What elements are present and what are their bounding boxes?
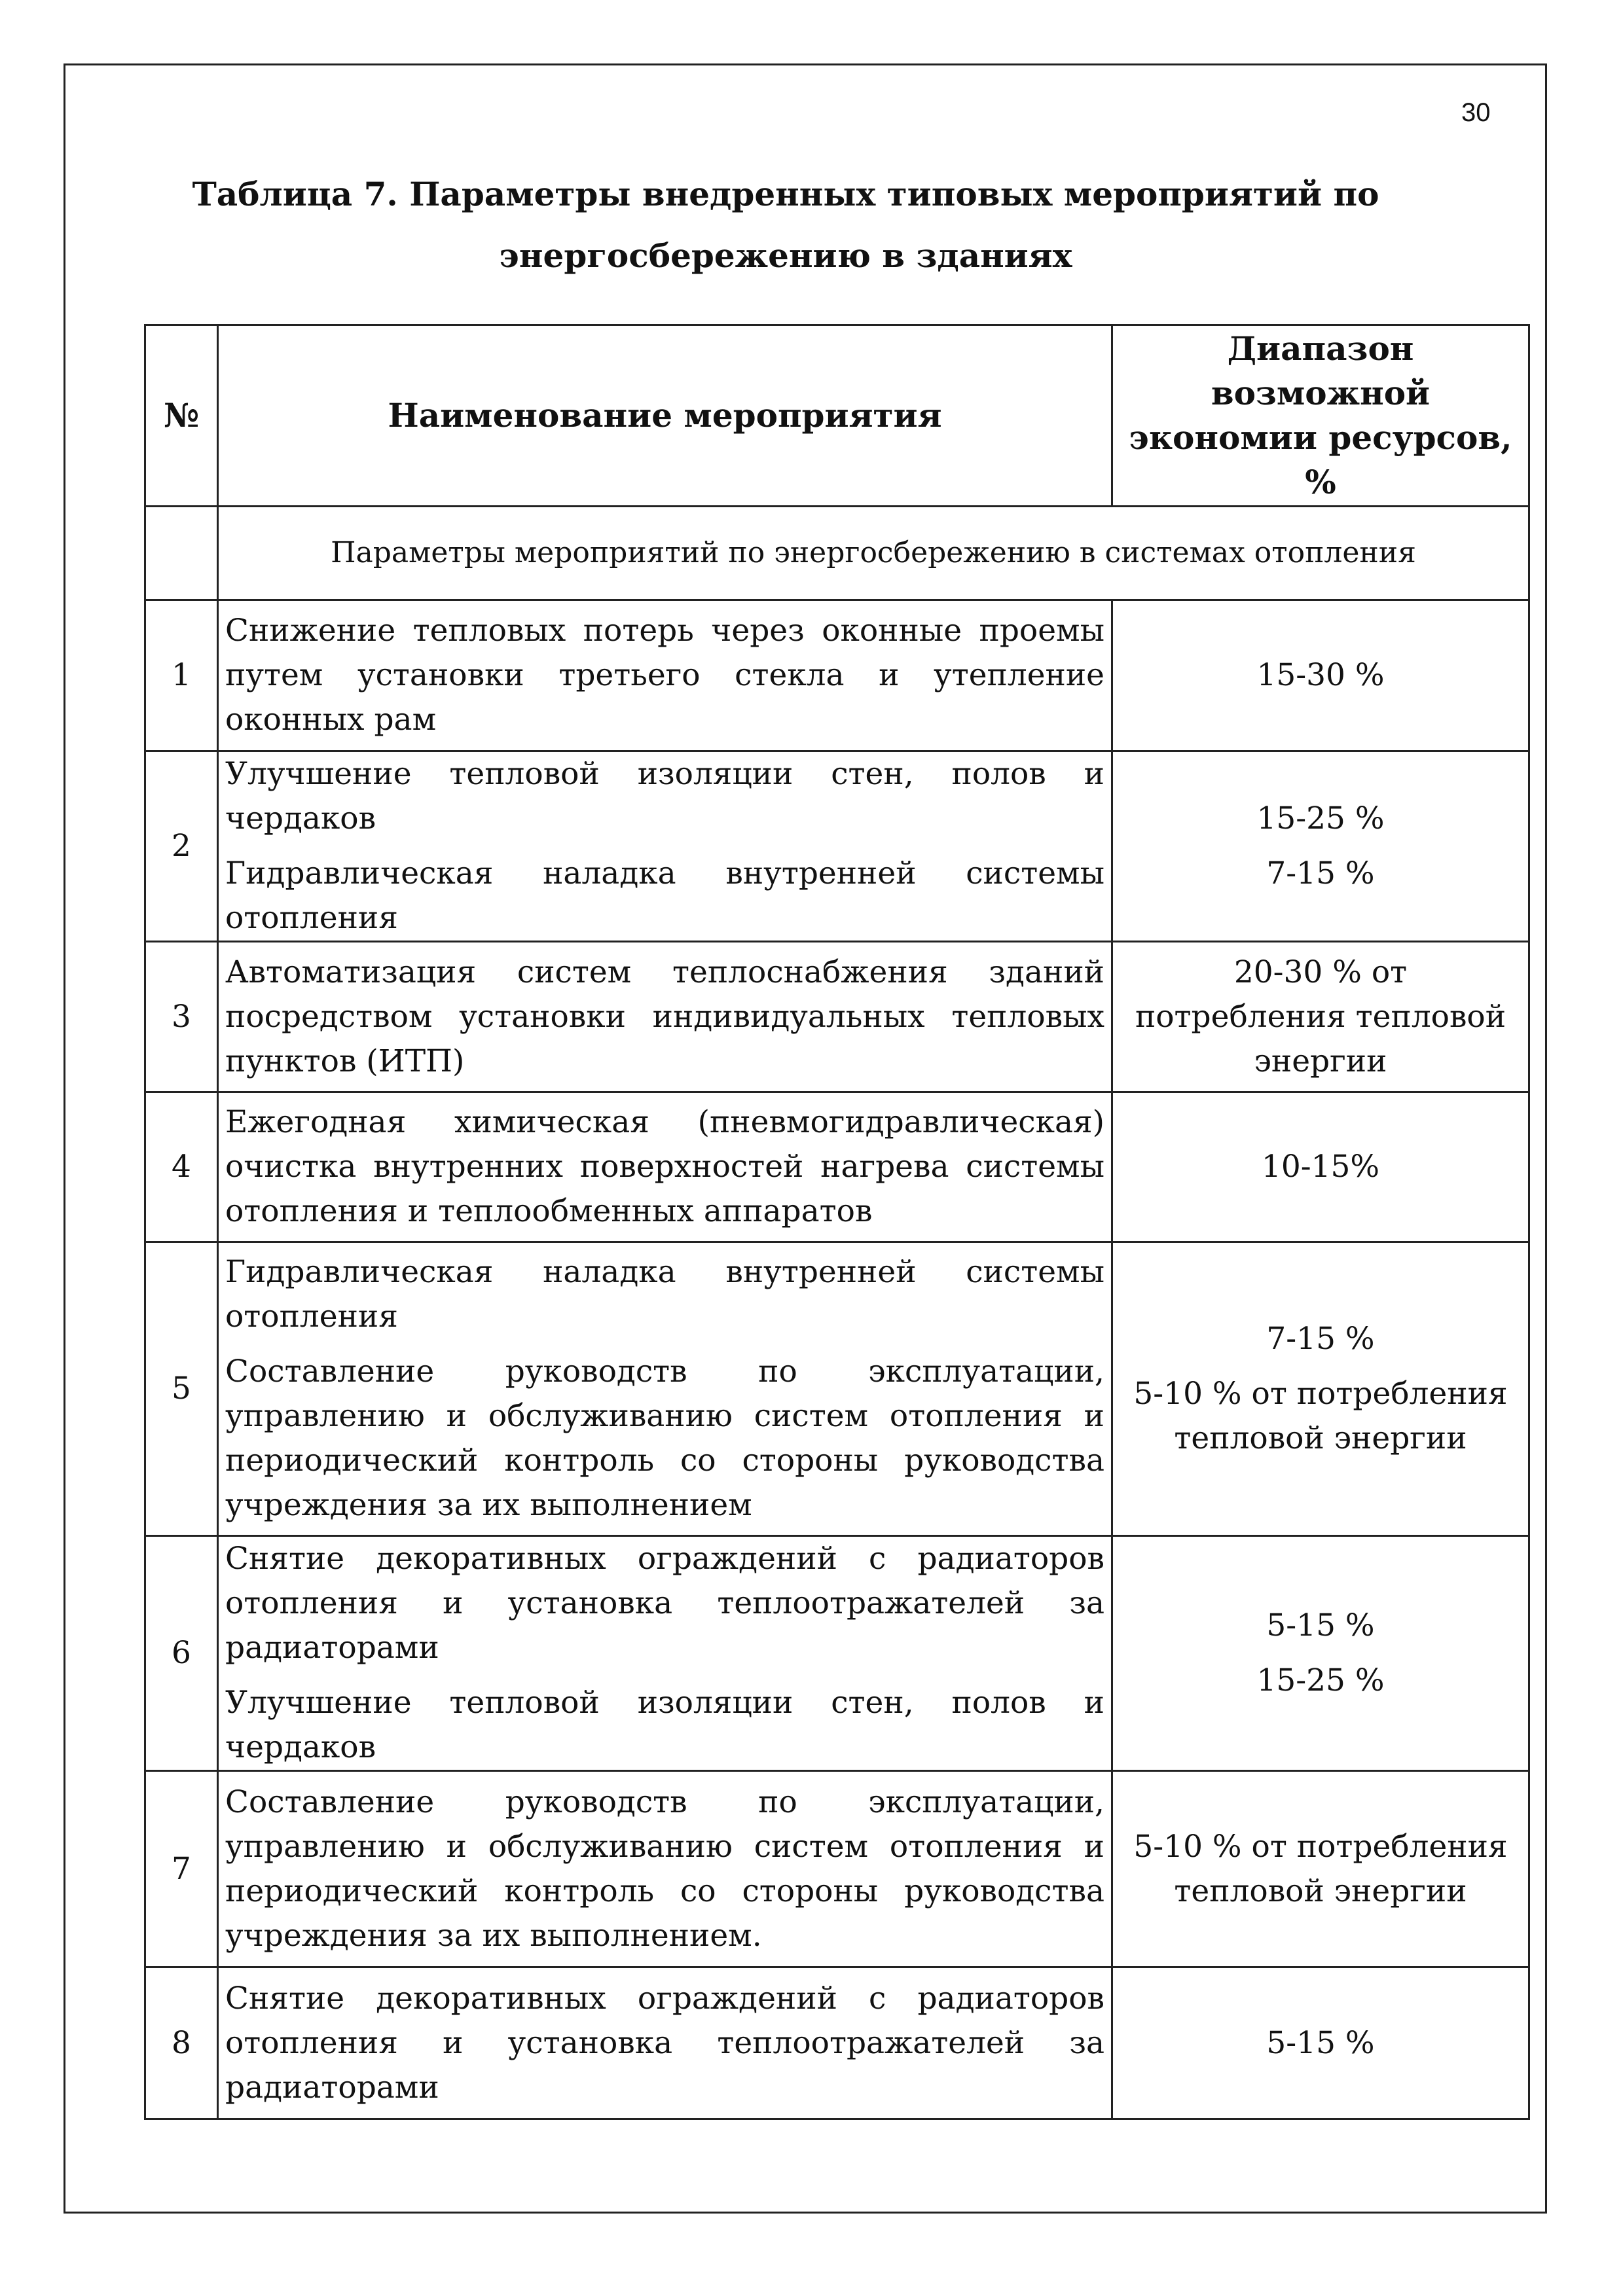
section-title: Параметры мероприятий по энергосбережению в системах отопления xyxy=(218,507,1529,600)
table-row xyxy=(145,1771,1529,1967)
header-range xyxy=(1112,325,1529,507)
header-range-line-1: Диапазон возможной xyxy=(1211,329,1431,412)
row-number: 4 xyxy=(145,1092,218,1242)
measure-name: Снижение тепловых потерь через оконные проемы путем установки третьего стекла и утепление оконных рам xyxy=(225,613,1104,738)
table-header-row xyxy=(145,325,1529,507)
measure-name: Составление руководств по эксплуатации, управлению и обслуживанию систем отопления и периодический контроль со стороны руководства учреждения за их выполнением. xyxy=(225,1784,1104,1954)
savings-range-cell xyxy=(1112,942,1529,1092)
measure-name: Гидравлическая наладка внутренней системы отопления xyxy=(225,1254,1104,1335)
title-line-2: энергосбережению в зданиях xyxy=(499,236,1072,275)
measures-table xyxy=(144,324,1530,2120)
row-number: 2 xyxy=(145,751,218,942)
measure-name: Гидравлическая наладка внутренней системы отопления xyxy=(225,855,1104,936)
title-line-1: Таблица 7. Параметры внедренных типовых мероприятий по xyxy=(192,175,1379,213)
savings-range-cell xyxy=(1112,751,1529,942)
savings-range: 5-10 % от потребления тепловой энергии xyxy=(1133,1828,1508,1909)
measure-name-cell xyxy=(218,1967,1112,2119)
row-number: 8 xyxy=(145,1967,218,2119)
savings-range-cell xyxy=(1112,1242,1529,1536)
savings-range-cell xyxy=(1112,1967,1529,2119)
measure-name: Улучшение тепловой изоляции стен, полов и чердаков xyxy=(225,1685,1104,1765)
savings-range: 7-15 % xyxy=(1266,1321,1375,1357)
savings-range-cell xyxy=(1112,1536,1529,1771)
row-number: 7 xyxy=(145,1771,218,1967)
row-number: 3 xyxy=(145,942,218,1092)
savings-range: 5-10 % от потребления тепловой энергии xyxy=(1133,1376,1508,1456)
measure-name-cell xyxy=(218,1092,1112,1242)
savings-range-cell xyxy=(1112,1771,1529,1967)
table-row xyxy=(145,942,1529,1092)
measure-name-cell xyxy=(218,1771,1112,1967)
row-number: 5 xyxy=(145,1242,218,1536)
savings-range-cell xyxy=(1112,600,1529,751)
row-number: 6 xyxy=(145,1536,218,1771)
measure-name: Автоматизация систем теплоснабжения зданий посредством установки индивидуальных тепловых пунктов (ИТП) xyxy=(225,954,1104,1079)
table-row xyxy=(145,600,1529,751)
table-row xyxy=(145,1967,1529,2119)
savings-range: 15-25 % xyxy=(1256,800,1385,836)
measure-name-cell xyxy=(218,1536,1112,1771)
section-row xyxy=(145,507,1529,600)
savings-range: 20-30 % от потребления тепловой энергии xyxy=(1135,954,1506,1079)
savings-range: 7-15 % xyxy=(1266,855,1375,891)
measure-name-cell xyxy=(218,1242,1112,1536)
measure-name: Составление руководств по эксплуатации, управлению и обслуживанию систем отопления и периодический контроль со стороны руководства учреждения за их выполнением xyxy=(225,1354,1104,1523)
measure-name: Снятие декоративных ограждений с радиаторов отопления и установка теплоотражателей за радиаторами xyxy=(225,1980,1104,2106)
measure-name: Улучшение тепловой изоляции стен, полов и чердаков xyxy=(225,756,1104,836)
table-title xyxy=(131,164,1440,287)
row-number: 1 xyxy=(145,600,218,751)
savings-range: 15-25 % xyxy=(1256,1662,1385,1698)
header-num: № xyxy=(145,325,218,507)
savings-range: 5-15 % xyxy=(1266,1607,1375,1643)
savings-range: 10-15% xyxy=(1261,1149,1380,1185)
measure-name-cell xyxy=(218,942,1112,1092)
table-row xyxy=(145,1092,1529,1242)
measure-name: Снятие декоративных ограждений с радиаторов отопления и установка теплоотражателей за радиаторами xyxy=(225,1541,1104,1666)
table-row xyxy=(145,751,1529,942)
table-row xyxy=(145,1536,1529,1771)
savings-range: 15-30 % xyxy=(1256,657,1385,693)
section-num-cell xyxy=(145,507,218,600)
header-range-line-2: экономии ресурсов, % xyxy=(1129,418,1512,501)
measure-name: Ежегодная химическая (пневмогидравлическая) очистка внутренних поверхностей нагрева системы отопления и теплообменных аппаратов xyxy=(225,1104,1104,1229)
savings-range: 5-15 % xyxy=(1266,2024,1375,2061)
measure-name-cell xyxy=(218,600,1112,751)
header-name: Наименование мероприятия xyxy=(218,325,1112,507)
measure-name-cell xyxy=(218,751,1112,942)
page-number: 30 xyxy=(1461,98,1491,127)
savings-range-cell xyxy=(1112,1092,1529,1242)
table-row xyxy=(145,1242,1529,1536)
